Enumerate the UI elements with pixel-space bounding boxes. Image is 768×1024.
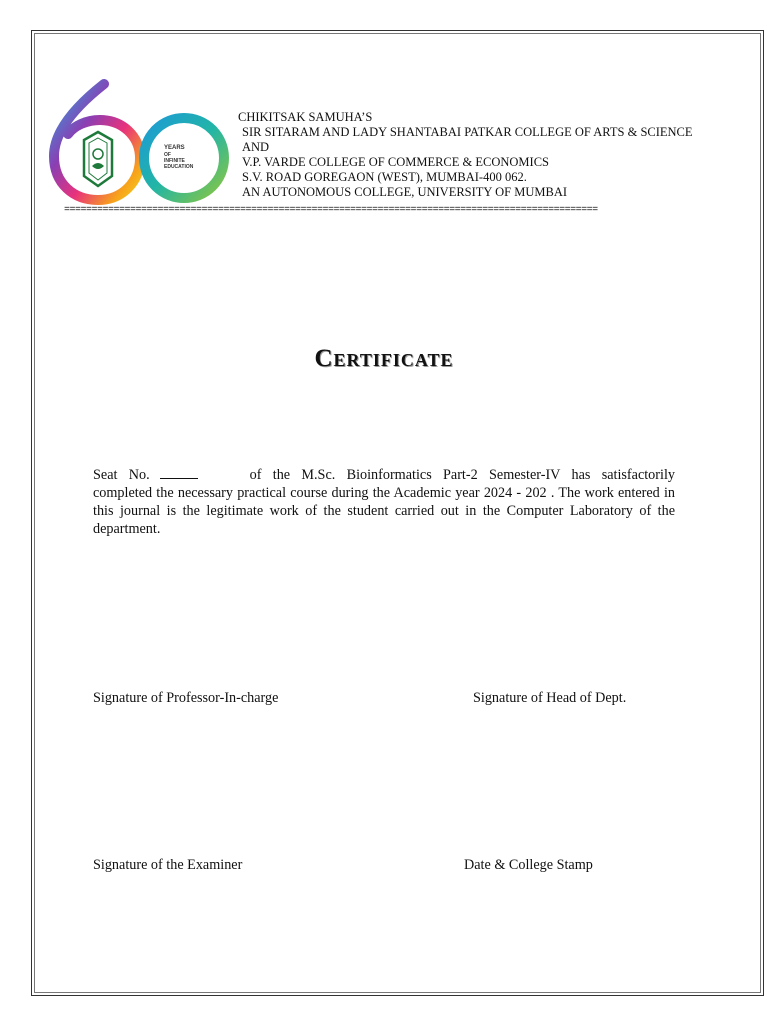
- certificate-body: [93, 466, 675, 538]
- professor-signature-label: Signature of Professor-In-charge: [93, 690, 279, 706]
- date-stamp-label: Date & College Stamp: [464, 857, 593, 873]
- header-line: S.V. ROAD GOREGAON (WEST), MUMBAI-400 062.: [242, 170, 527, 184]
- certificate-title: Certificate: [314, 345, 454, 372]
- svg-text:YEARS: YEARS: [164, 145, 185, 151]
- svg-text:OF: OF: [164, 152, 171, 158]
- svg-text:EDUCATION: EDUCATION: [164, 164, 194, 170]
- college-60-years-logo: [46, 76, 236, 208]
- svg-text:INFINITE: INFINITE: [164, 158, 185, 164]
- header-line: V.P. VARDE COLLEGE OF COMMERCE & ECONOMICS: [242, 155, 549, 169]
- seat-label: Seat No.: [93, 467, 150, 483]
- college-header: [238, 110, 693, 200]
- seat-number-blank: [160, 466, 198, 479]
- certificate-text: of the M.Sc. Bioinformatics Part-2 Semester-IV has satisfactorily completed the necessary practical course during the Academic year 2024 - 202 . The work entered in this journal is the legitimate work of the student carried out in the Computer Laboratory of the department.: [93, 467, 675, 537]
- header-line: SIR SITARAM AND LADY SHANTABAI PATKAR COLLEGE OF ARTS & SCIENCE: [242, 125, 693, 139]
- hod-signature-label: Signature of Head of Dept.: [473, 690, 627, 706]
- examiner-signature-label: Signature of the Examiner: [93, 857, 243, 873]
- header-line: CHIKITSAK SAMUHA’S: [238, 110, 373, 124]
- header-line: AND: [242, 140, 270, 154]
- header-divider: =================================================================================================: [64, 205, 598, 216]
- header-line: AN AUTONOMOUS COLLEGE, UNIVERSITY OF MUMBAI: [242, 185, 568, 199]
